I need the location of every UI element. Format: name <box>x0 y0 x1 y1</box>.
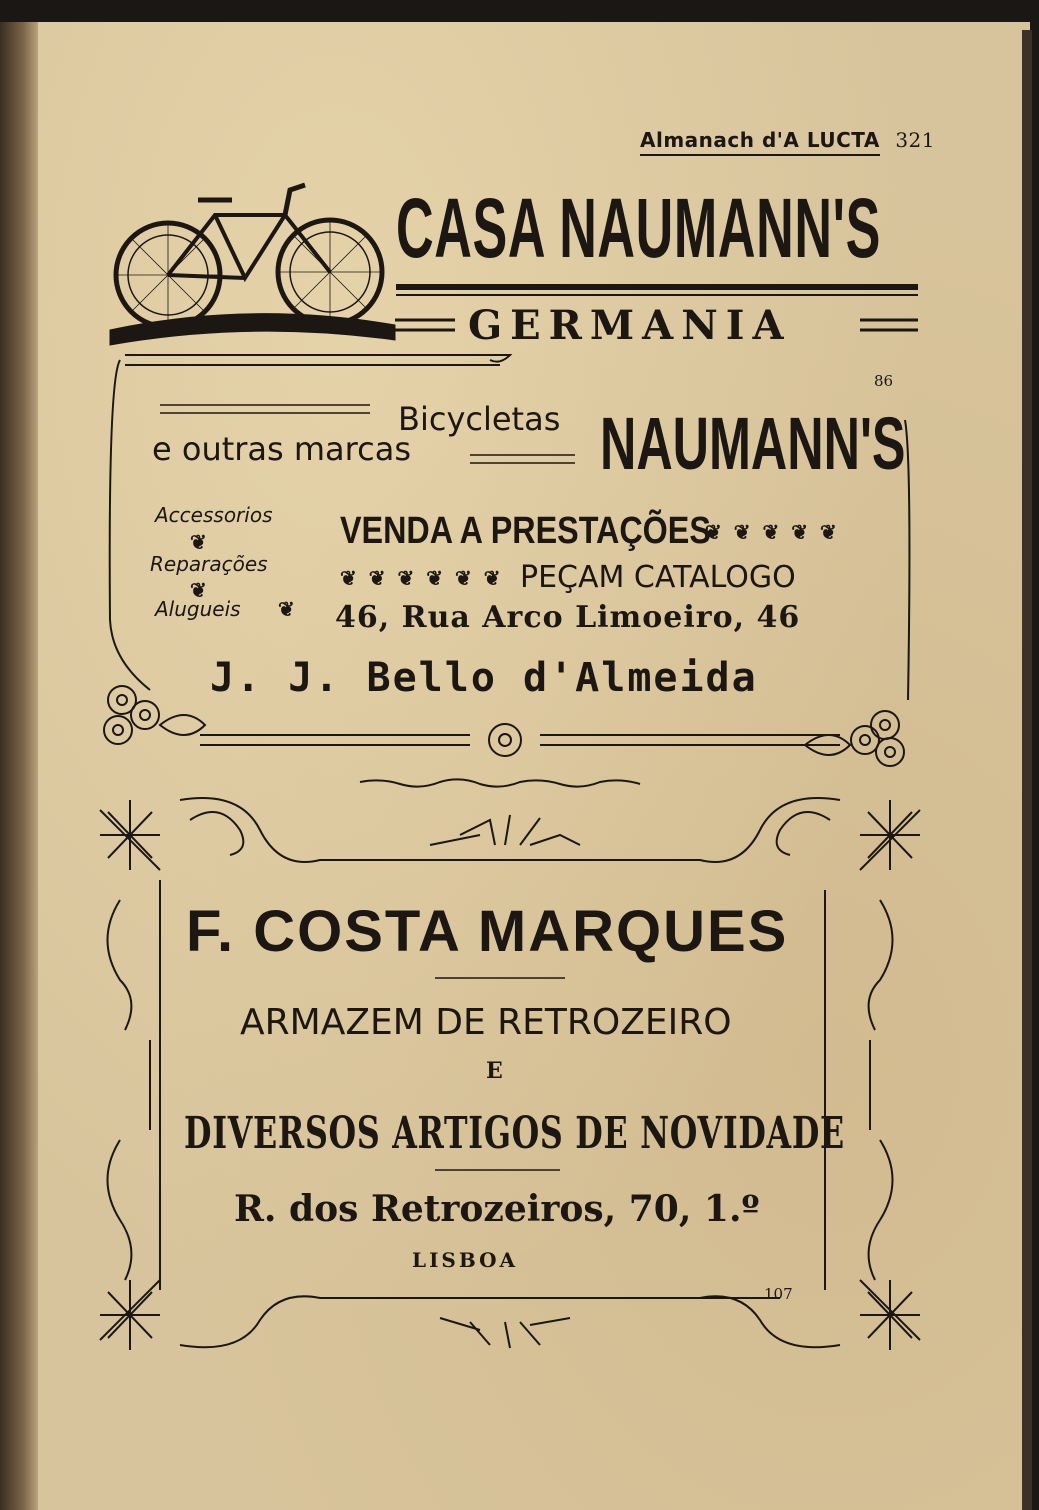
bicycle-illustration <box>110 185 395 345</box>
ad-title-costa-marques: F. COSTA MARQUES <box>186 899 789 964</box>
ad1-address: 46, Rua Arco Limoeiro, 46 <box>335 600 801 635</box>
conjunction-e: E <box>486 1058 503 1084</box>
fleuron-icon: ❦ <box>190 530 207 554</box>
venda-prestacoes: VENDA A PRESTAÇÕES <box>340 510 711 552</box>
running-header <box>640 128 935 152</box>
ad-tagline-germania: GERMANIA <box>468 302 792 349</box>
side-alugueis: Alugueis <box>155 597 241 621</box>
page-number: 321 <box>895 128 936 152</box>
fleuron-row-icon: ❦❦❦❦❦ <box>705 520 849 544</box>
fleuron-icon: ❦ <box>278 597 295 621</box>
armazem-line: ARMAZEM DE RETROZEIRO <box>240 1002 732 1043</box>
brand-naumanns: NAUMANN'S <box>600 402 906 485</box>
diversos-artigos-line: DIVERSOS ARTIGOS DE NOVIDADE <box>184 1108 845 1159</box>
ad2-city: LISBOA <box>412 1248 519 1272</box>
ad2-ref-number: 107 <box>764 1285 793 1303</box>
ad2-address: R. dos Retrozeiros, 70, 1.º <box>234 1188 760 1230</box>
ad-ref-number: 86 <box>874 372 894 390</box>
fleuron-row-icon: ❦❦❦❦❦❦ <box>340 566 513 590</box>
pecam-catalogo: PEÇAM CATALOGO <box>520 560 796 595</box>
almanac-title: Almanach d'A LUCTA <box>640 128 880 156</box>
fleuron-icon: ❦ <box>190 578 207 602</box>
side-reparacoes: Reparações <box>150 552 268 576</box>
outras-marcas-text: e outras marcas <box>152 430 411 468</box>
side-accessorios: Accessorios <box>155 503 273 527</box>
ad-title-casa-naumanns: CASA NAUMANN'S <box>396 181 881 275</box>
bicycletas-text: Bicycletas <box>398 400 561 438</box>
ad1-owner: J. J. Bello d'Almeida <box>210 655 758 701</box>
